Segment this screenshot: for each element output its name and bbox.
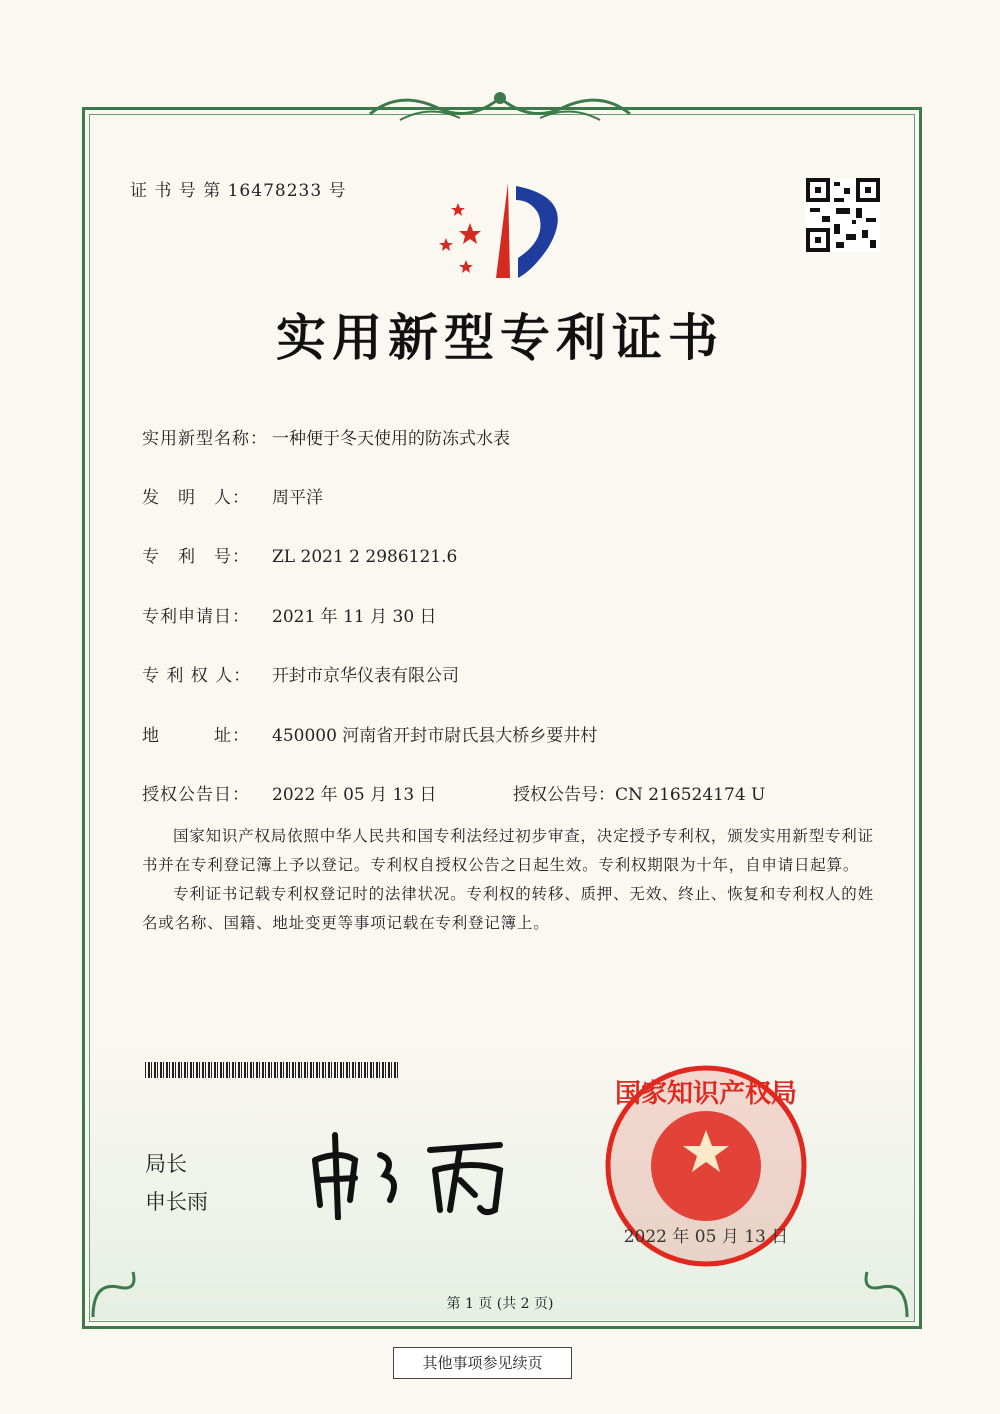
handwritten-signature-icon <box>300 1120 520 1220</box>
field-label: 发 明 人： <box>142 488 250 508</box>
field-label: 专利申请日： <box>142 607 250 627</box>
certificate-number: 证 书 号 第 16478233 号 <box>130 181 347 201</box>
field-value: 开封市京华仪表有限公司 <box>272 666 459 686</box>
field-value: 2021 年 11 月 30 日 <box>272 607 437 627</box>
cnipa-logo-icon <box>428 178 578 288</box>
field-label: 授权公告日： <box>142 785 250 805</box>
corner-ornament-icon <box>88 1262 148 1322</box>
field-inventor <box>142 483 323 508</box>
field-value: 2022 年 05 月 13 日 <box>272 785 437 805</box>
top-ornament-icon <box>360 84 640 128</box>
certificate-body <box>142 822 887 938</box>
field-label: 专 利 号： <box>142 547 250 567</box>
body-paragraph: 专利证书记载专利权登记时的法律状况。专利权的转移、质押、无效、终止、恢复和专利权人的姓名或名称、国籍、地址变更等事项记载在专利登记簿上。 <box>142 885 874 932</box>
signatory-position: 局长 <box>145 1152 187 1176</box>
field-label: 地 址： <box>142 726 250 746</box>
field-address <box>142 721 597 746</box>
field-value: 周平洋 <box>272 488 323 508</box>
continuation-note: 其他事项参见续页 <box>393 1347 572 1379</box>
signatory-name: 申长雨 <box>145 1190 208 1214</box>
official-seal-icon <box>602 1062 810 1270</box>
seal-date: 2022 年 05 月 13 日 <box>623 1227 789 1247</box>
qr-code-icon <box>806 178 880 252</box>
field-patentee <box>142 661 459 686</box>
seal-text: 国家知识产权局 <box>614 1079 798 1109</box>
field-value: 一种便于冬天使用的防冻式水表 <box>272 429 510 449</box>
field-patent-number <box>142 542 457 567</box>
field-label: 专 利 权 人： <box>142 666 252 686</box>
field-value: CN 216524174 U <box>615 785 766 805</box>
field-grant-date <box>142 780 437 805</box>
field-value: ZL 2021 2 2986121.6 <box>272 547 458 567</box>
field-utility-model-name <box>142 424 510 449</box>
body-paragraph: 国家知识产权局依照中华人民共和国专利法经过初步审查，决定授予专利权，颁发实用新型专利证书并在专利登记簿上予以登记。专利权自授权公告之日起生效。专利权期限为十年，自申请日起算。 <box>142 827 874 874</box>
page-title: 实用新型专利证书 <box>276 309 724 367</box>
field-label: 实用新型名称： <box>142 429 268 449</box>
barcode-icon <box>145 1062 398 1078</box>
field-announcement-number <box>513 780 765 805</box>
corner-ornament-icon <box>852 1262 912 1322</box>
field-value: 450000 河南省开封市尉氏县大桥乡要井村 <box>272 726 598 746</box>
page-number: 第 1 页 (共 2 页) <box>446 1296 554 1312</box>
field-application-date <box>142 602 437 627</box>
field-label: 授权公告号： <box>513 785 615 805</box>
